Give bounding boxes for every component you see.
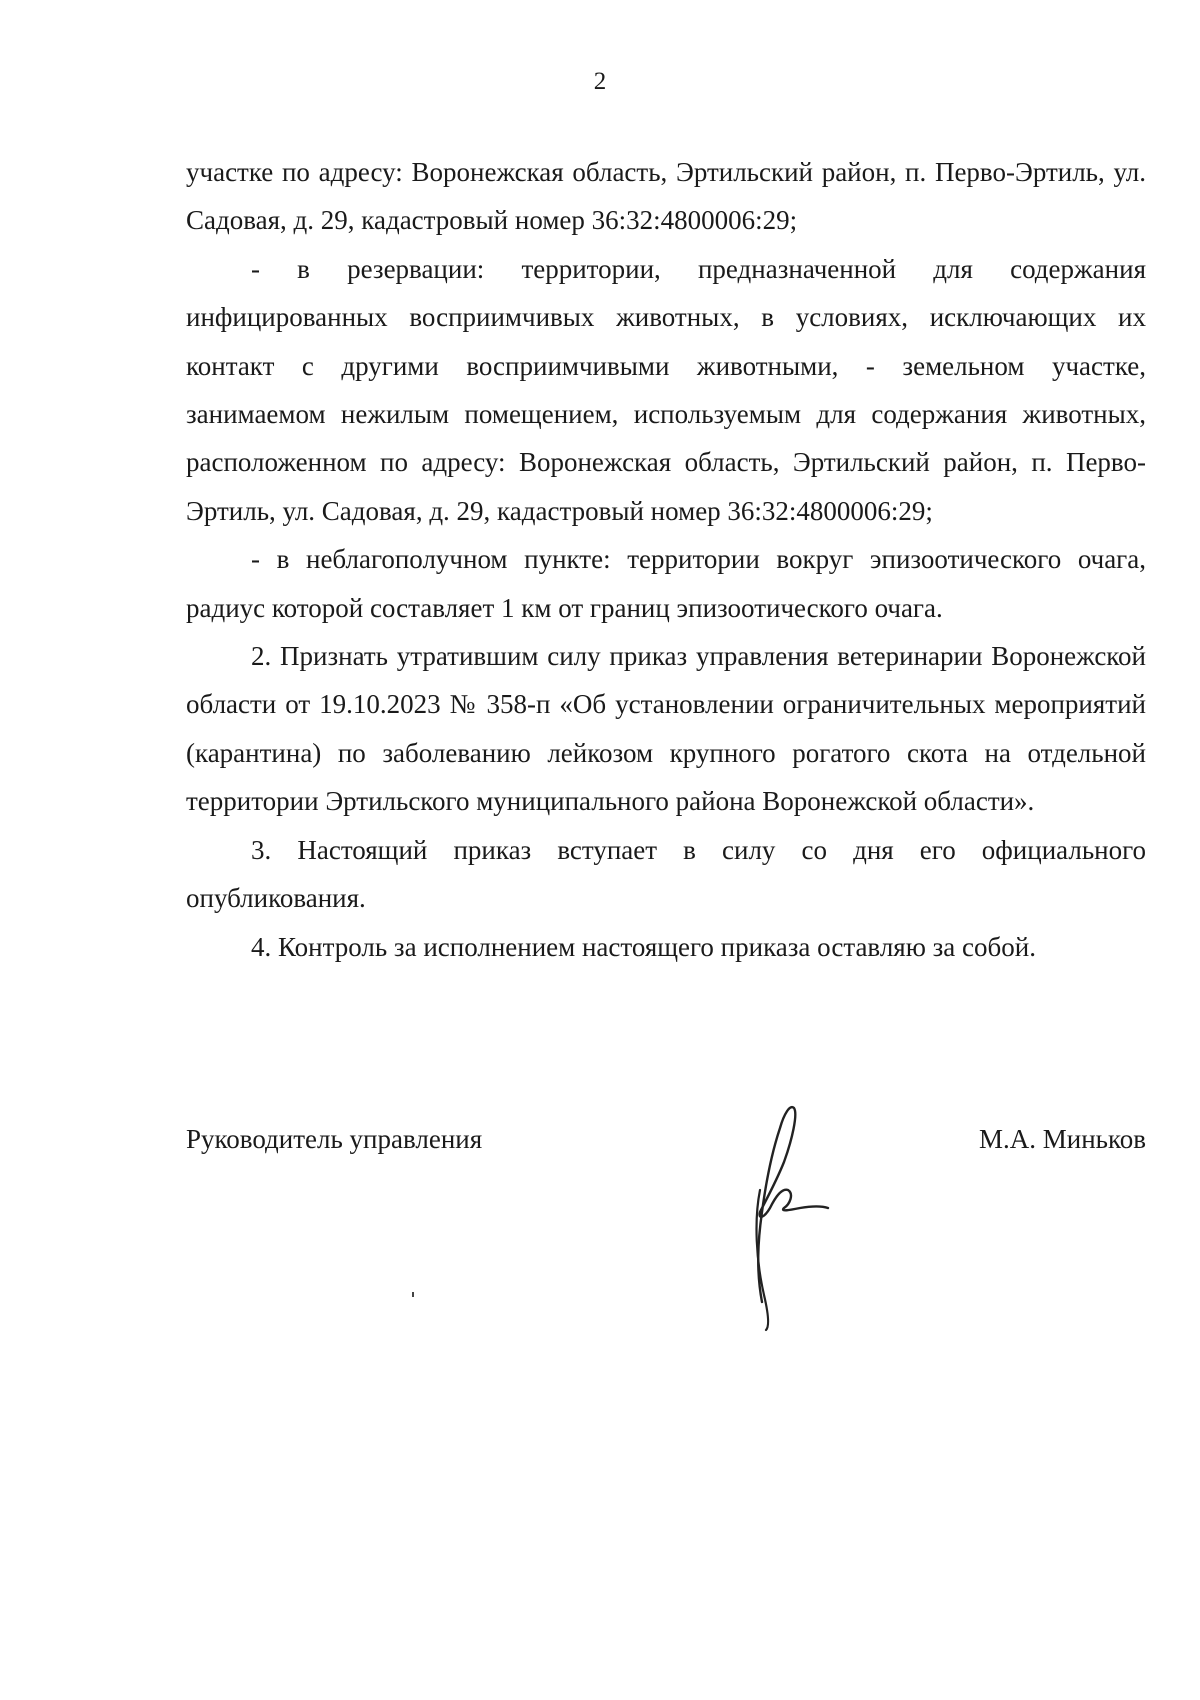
page-number: 2 [593,68,607,95]
paragraph-unfavorable-point: - в неблагополучном пункте: территории вокруг эпизоотического очага, радиус которой составляет 1 км от границ эпизоотического очага. [186,544,1146,623]
handwritten-signature [720,1090,840,1340]
paragraph-item-2: 2. Признать утратившим силу приказ управления ветеринарии Воронежской области от 19.10.2023 № 358-п «Об установлении ограничительных мероприятий (карантина) по заболеванию лейкозом крупного рогатого скота на отдельной территории Эртильского муниципального района Воронежской области». [186,641,1146,817]
paragraph-reservation: - в резервации: территории, предназначенной для содержания инфицированных восприимчивых животных, в условиях, исключающих их контакт с другими восприимчивыми животными, - земельном участке, занимаемом нежилым помещением, используемым для содержания животных, расположенном по адресу: Воронежская область, Эртильский район, п. Перво-Эртиль, ул. Садовая, д. 29, кадастровый номер 36:32:4800006:29; [186,253,1146,526]
paragraph-continuation: участке по адресу: Воронежская область, Эртильский район, п. Перво-Эртиль, ул. Садовая, д. 29, кадастровый номер 36:32:4800006:29; [186,157,1146,236]
scan-speck [412,1292,414,1297]
paragraph-item-4: 4. Контроль за исполнением настоящего приказа оставляю за собой. [251,931,1036,962]
document-body [186,148,1146,971]
signatory-name: М.А. Миньков [979,1124,1146,1154]
paragraph-item-3: 3. Настоящий приказ вступает в силу со дня его официального опубликования. [186,834,1146,914]
signatory-title: Руководитель управления [186,1124,483,1154]
signature-block [186,1124,1146,1164]
